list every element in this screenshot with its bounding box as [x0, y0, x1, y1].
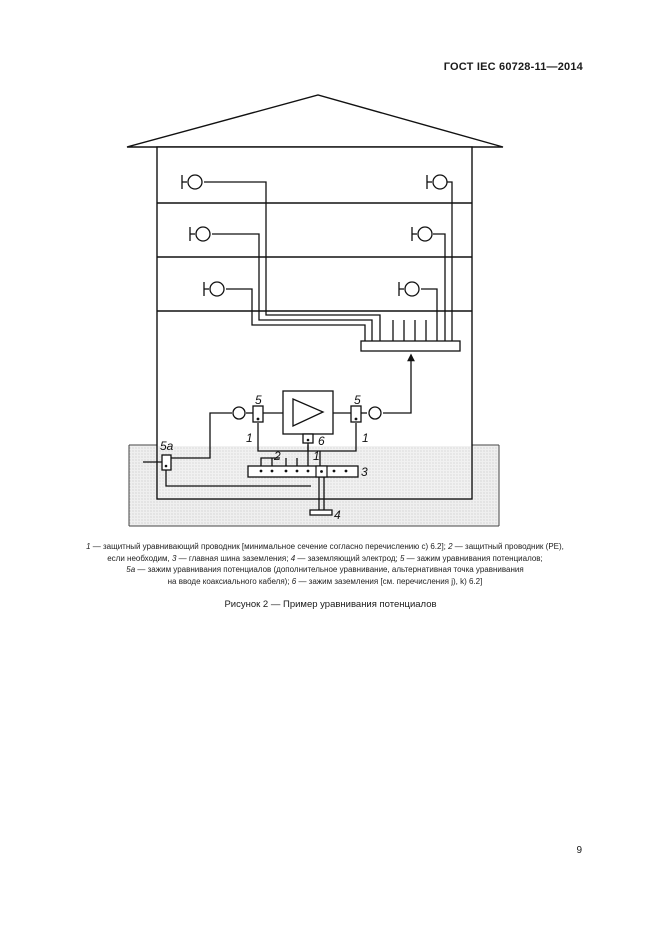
legend-text: 1: [86, 542, 91, 551]
label-1-left: 1: [246, 431, 253, 445]
legend-line: [40, 564, 610, 576]
page-number: 9: [576, 845, 582, 856]
legend-text: — защитный уравнивающий проводник [минимальное сечение согласно перечислению с) 6.2];: [90, 542, 449, 551]
label-5-right: 5: [354, 393, 361, 407]
legend-text: — зажим заземления [см. перечисления j), k) 6.2]: [296, 576, 483, 586]
legend-text: 6: [291, 576, 297, 586]
label-3: 3: [361, 465, 368, 479]
earth-electrode: [310, 510, 332, 515]
legend-text: — защитный проводник (РЕ),: [452, 542, 564, 551]
label-5-left: 5: [255, 393, 262, 407]
legend-text: — заземляющий электрод;: [295, 553, 400, 563]
label-1-center: 1: [313, 449, 320, 463]
legend-text: 5: [400, 553, 405, 563]
legend-text: — главная шина заземления;: [176, 553, 291, 563]
label-2: 2: [274, 449, 281, 463]
legend-text: 4: [290, 553, 296, 563]
legend-text: — зажим уравнивания потенциалов;: [404, 553, 543, 563]
clamp-5a: [162, 455, 171, 470]
label-5a: 5а: [160, 439, 174, 453]
legend-text: 2: [448, 542, 453, 551]
roof: [127, 95, 503, 147]
standard-header: ГОСТ IEC 60728-11—2014: [443, 61, 583, 73]
legend-line: [40, 541, 610, 553]
figure-caption: Рисунок 2 — Пример уравнивания потенциалов: [224, 599, 437, 610]
distribution-bus: [361, 341, 460, 351]
label-6: 6: [318, 434, 325, 448]
main-earthing-bar: [248, 466, 358, 477]
building: [127, 95, 503, 499]
legend-text: на вводе коаксиального кабеля);: [167, 576, 292, 586]
label-1-right: 1: [362, 431, 369, 445]
legend-text: 3: [171, 553, 177, 563]
legend-text: если необходим,: [107, 553, 172, 563]
legend-line: [40, 553, 610, 565]
legend-line: [40, 576, 610, 588]
figure-legend: [40, 541, 610, 587]
label-4: 4: [334, 508, 341, 522]
legend-text: 5a: [126, 565, 136, 574]
connector-icon-1: [233, 407, 245, 419]
legend-text: — зажим уравнивания потенциалов (дополнительное уравнивание, альтернативная точка уравнивания: [135, 565, 524, 574]
amplifier: [283, 391, 333, 434]
clamp-6: [303, 434, 313, 443]
connector-icon-2: [369, 407, 381, 419]
